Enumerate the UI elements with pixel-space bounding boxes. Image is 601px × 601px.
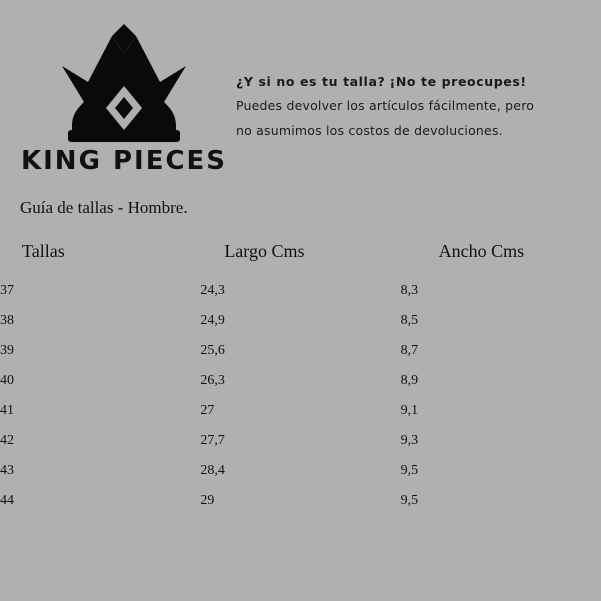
- table-row: [0, 276, 601, 306]
- cell-largo: 28,4: [200, 463, 225, 478]
- cell-ancho: 8,3: [400, 283, 419, 298]
- page-title: Guía de tallas - Hombre.: [20, 198, 188, 217]
- table-header-row: [0, 240, 601, 276]
- table-row: [0, 336, 601, 366]
- cell-largo: 27: [200, 403, 215, 418]
- cell-talla: 42: [0, 433, 14, 448]
- notice-line-1: [236, 70, 575, 94]
- cell-talla: 41: [0, 403, 14, 418]
- cell-ancho: 9,1: [400, 403, 419, 418]
- cell-ancho: 9,3: [400, 433, 419, 448]
- cell-largo: 24,9: [200, 313, 225, 328]
- brand-block: [18, 22, 230, 176]
- table-row: [0, 396, 601, 426]
- cell-ancho: 9,5: [400, 493, 419, 508]
- cell-talla: 37: [0, 283, 14, 298]
- table-row: [0, 306, 601, 336]
- table-row: [0, 456, 601, 486]
- cell-largo: 27,7: [200, 433, 225, 448]
- cell-talla: 39: [0, 343, 14, 358]
- cell-largo: 26,3: [200, 373, 225, 388]
- cell-ancho: 9,5: [400, 463, 419, 478]
- table-row: [0, 426, 601, 456]
- cell-talla: 43: [0, 463, 14, 478]
- crown-with-diamond-icon: [54, 22, 194, 142]
- brand-name: KING PIECES: [20, 146, 228, 176]
- cell-largo: 29: [200, 493, 215, 508]
- cell-largo: 24,3: [200, 283, 225, 298]
- notice-line-3: no asumimos los costos de devoluciones.: [236, 122, 503, 138]
- notice-line-2: Puedes devolver los artículos fácilmente, pero: [236, 98, 535, 114]
- notice-exclamation: ¡No te preocupes!: [389, 74, 527, 89]
- cell-ancho: 8,5: [400, 313, 419, 328]
- table-row: [0, 366, 601, 396]
- size-guide-table: [0, 240, 601, 516]
- notice-question: ¿Y si no es tu talla?: [236, 74, 386, 89]
- header: [0, 0, 601, 176]
- cell-ancho: 8,7: [400, 343, 419, 358]
- column-header-tallas: Tallas: [22, 241, 65, 261]
- column-header-ancho: Ancho Cms: [438, 241, 525, 261]
- cell-talla: 44: [0, 493, 14, 508]
- cell-ancho: 8,9: [400, 373, 419, 388]
- cell-talla: 40: [0, 373, 14, 388]
- cell-talla: 38: [0, 313, 14, 328]
- return-policy-notice: [230, 22, 583, 143]
- table-row: [0, 486, 601, 516]
- cell-largo: 25,6: [200, 343, 225, 358]
- column-header-largo: Largo Cms: [224, 241, 305, 261]
